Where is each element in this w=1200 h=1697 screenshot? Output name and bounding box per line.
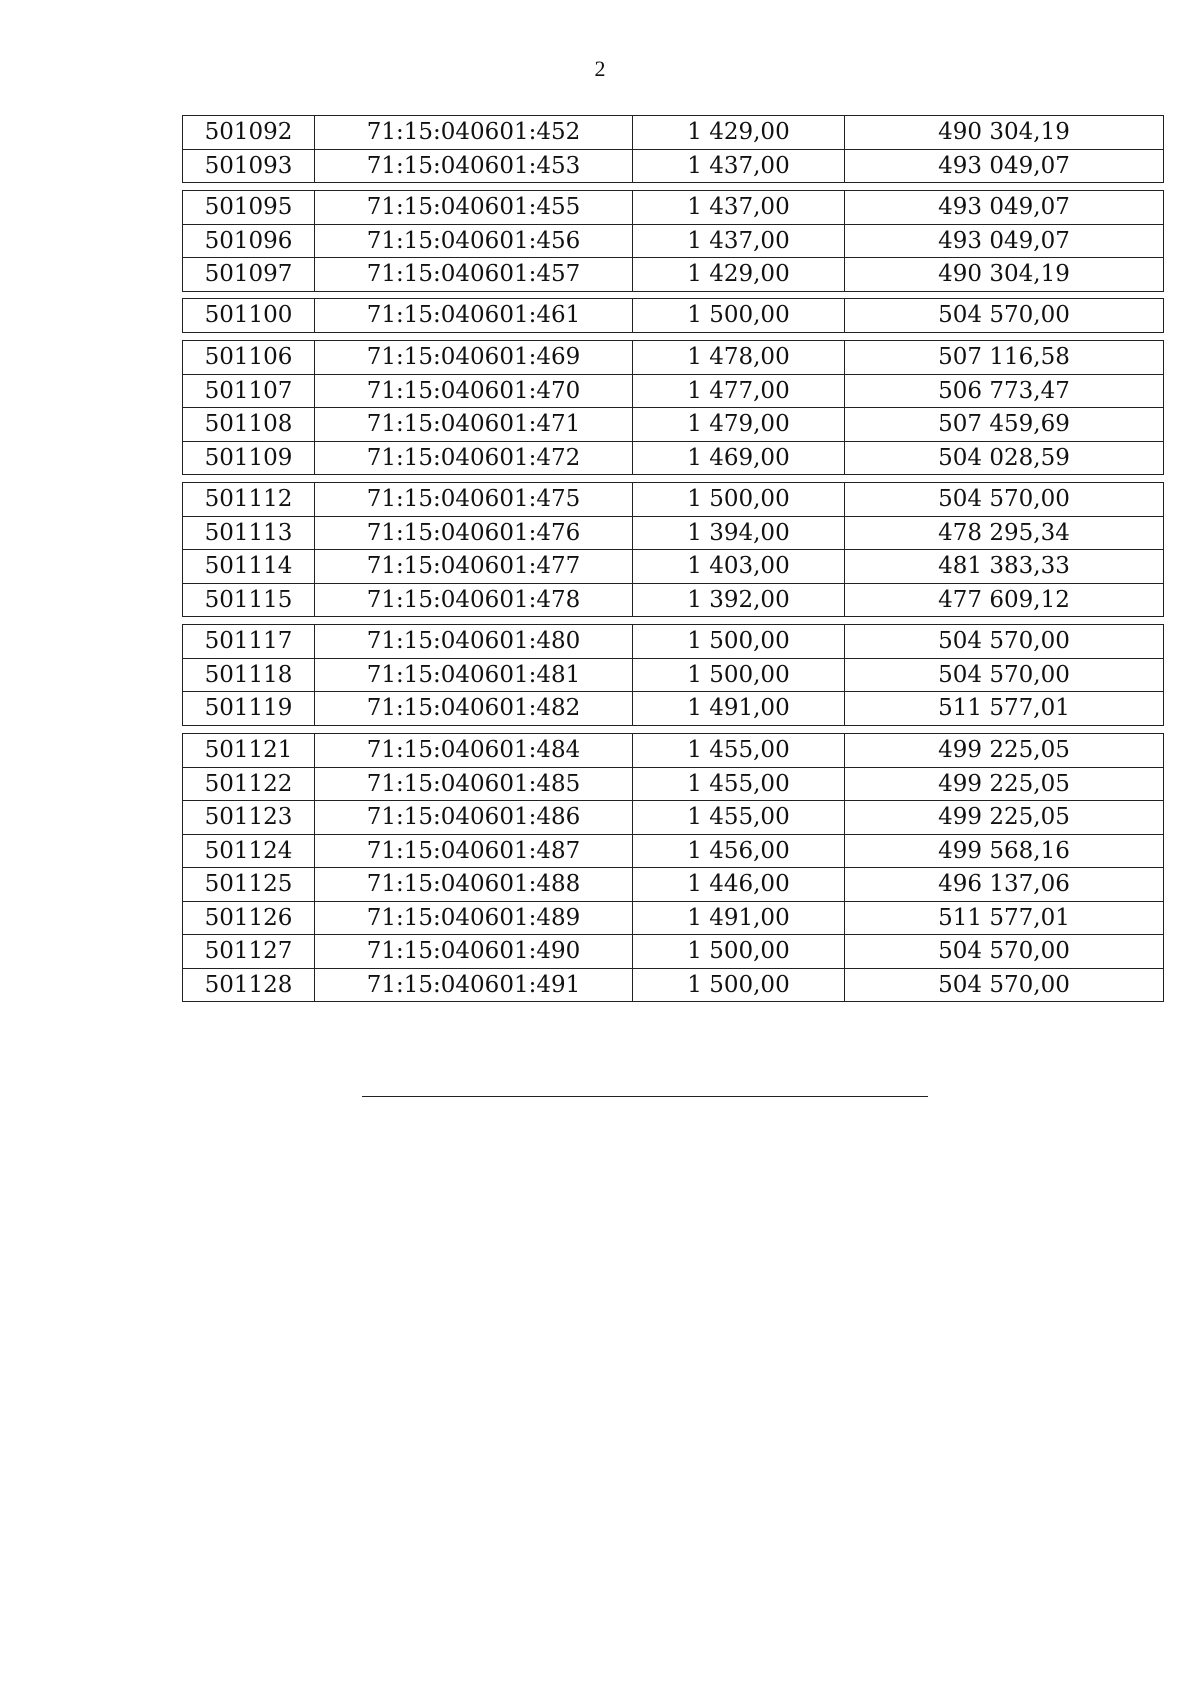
value-cell: 504 570,00: [845, 658, 1164, 692]
plot-number-cell: 501106: [183, 341, 315, 375]
cadastral-number-cell: 71:15:040601:453: [315, 149, 633, 183]
plot-number-cell: 501093: [183, 149, 315, 183]
area-cell: 1 500,00: [633, 968, 845, 1002]
area-cell: 1 392,00: [633, 583, 845, 617]
table-row: [183, 868, 1164, 902]
cadastral-number-cell: 71:15:040601:452: [315, 116, 633, 150]
value-cell: 493 049,07: [845, 224, 1164, 258]
plot-number-cell: 501096: [183, 224, 315, 258]
cadastral-number-cell: 71:15:040601:491: [315, 968, 633, 1002]
area-cell: 1 500,00: [633, 658, 845, 692]
table-row: [183, 734, 1164, 768]
area-cell: 1 429,00: [633, 258, 845, 292]
table-row: [183, 901, 1164, 935]
plot-number-cell: 501112: [183, 483, 315, 517]
plot-number-cell: 501107: [183, 374, 315, 408]
value-cell: 481 383,33: [845, 550, 1164, 584]
area-cell: 1 403,00: [633, 550, 845, 584]
value-cell: 496 137,06: [845, 868, 1164, 902]
table-row: [183, 374, 1164, 408]
value-cell: 504 570,00: [845, 968, 1164, 1002]
table-row: [183, 658, 1164, 692]
value-cell: 504 570,00: [845, 625, 1164, 659]
cadastral-number-cell: 71:15:040601:488: [315, 868, 633, 902]
value-cell: 507 459,69: [845, 408, 1164, 442]
plot-number-cell: 501108: [183, 408, 315, 442]
table-row: [183, 801, 1164, 835]
area-cell: 1 479,00: [633, 408, 845, 442]
area-cell: 1 429,00: [633, 116, 845, 150]
table-row: [183, 224, 1164, 258]
table-row: [183, 258, 1164, 292]
area-cell: 1 446,00: [633, 868, 845, 902]
area-cell: 1 500,00: [633, 483, 845, 517]
cadastral-number-cell: 71:15:040601:485: [315, 767, 633, 801]
table-row-group: [182, 340, 1164, 475]
table-row: [183, 516, 1164, 550]
value-cell: 511 577,01: [845, 901, 1164, 935]
plot-number-cell: 501126: [183, 901, 315, 935]
cadastral-number-cell: 71:15:040601:469: [315, 341, 633, 375]
area-cell: 1 491,00: [633, 901, 845, 935]
plot-number-cell: 501123: [183, 801, 315, 835]
plot-number-cell: 501113: [183, 516, 315, 550]
cadastral-number-cell: 71:15:040601:455: [315, 191, 633, 225]
cadastral-number-cell: 71:15:040601:482: [315, 692, 633, 726]
end-of-document-rule: [362, 1096, 928, 1097]
cadastral-number-cell: 71:15:040601:486: [315, 801, 633, 835]
cadastral-number-cell: 71:15:040601:456: [315, 224, 633, 258]
table-row-group: [182, 482, 1164, 617]
area-cell: 1 456,00: [633, 834, 845, 868]
cadastral-number-cell: 71:15:040601:476: [315, 516, 633, 550]
cadastral-number-cell: 71:15:040601:478: [315, 583, 633, 617]
plot-number-cell: 501127: [183, 935, 315, 969]
table-row: [183, 408, 1164, 442]
table-row: [183, 935, 1164, 969]
table-row: [183, 191, 1164, 225]
area-cell: 1 500,00: [633, 625, 845, 659]
cadastral-number-cell: 71:15:040601:487: [315, 834, 633, 868]
table-row: [183, 299, 1164, 333]
table-row: [183, 550, 1164, 584]
cadastral-number-cell: 71:15:040601:475: [315, 483, 633, 517]
table-row: [183, 483, 1164, 517]
area-cell: 1 478,00: [633, 341, 845, 375]
cadastral-number-cell: 71:15:040601:484: [315, 734, 633, 768]
plot-number-cell: 501109: [183, 441, 315, 475]
value-cell: 504 570,00: [845, 299, 1164, 333]
value-cell: 490 304,19: [845, 116, 1164, 150]
value-cell: 477 609,12: [845, 583, 1164, 617]
plot-number-cell: 501117: [183, 625, 315, 659]
value-cell: 493 049,07: [845, 191, 1164, 225]
value-cell: 499 568,16: [845, 834, 1164, 868]
plot-number-cell: 501097: [183, 258, 315, 292]
page-number: 2: [594, 56, 606, 81]
area-cell: 1 477,00: [633, 374, 845, 408]
plot-number-cell: 501119: [183, 692, 315, 726]
area-cell: 1 469,00: [633, 441, 845, 475]
plot-number-cell: 501114: [183, 550, 315, 584]
cadastral-number-cell: 71:15:040601:490: [315, 935, 633, 969]
cadastral-number-cell: 71:15:040601:471: [315, 408, 633, 442]
value-cell: 499 225,05: [845, 734, 1164, 768]
table-row: [183, 441, 1164, 475]
value-cell: 507 116,58: [845, 341, 1164, 375]
table-row: [183, 116, 1164, 150]
table-row-group: [182, 190, 1164, 292]
cadastral-number-cell: 71:15:040601:472: [315, 441, 633, 475]
value-cell: 511 577,01: [845, 692, 1164, 726]
plot-number-cell: 501121: [183, 734, 315, 768]
value-cell: 504 570,00: [845, 483, 1164, 517]
value-cell: 504 570,00: [845, 935, 1164, 969]
table-row: [183, 583, 1164, 617]
table-row-group: [182, 624, 1164, 726]
cadastral-number-cell: 71:15:040601:461: [315, 299, 633, 333]
table-row: [183, 767, 1164, 801]
area-cell: 1 491,00: [633, 692, 845, 726]
value-cell: 493 049,07: [845, 149, 1164, 183]
value-cell: 499 225,05: [845, 801, 1164, 835]
plot-number-cell: 501095: [183, 191, 315, 225]
plot-number-cell: 501122: [183, 767, 315, 801]
area-cell: 1 500,00: [633, 935, 845, 969]
table-row: [183, 834, 1164, 868]
value-cell: 506 773,47: [845, 374, 1164, 408]
table-row: [183, 692, 1164, 726]
plot-number-cell: 501100: [183, 299, 315, 333]
plot-number-cell: 501092: [183, 116, 315, 150]
value-cell: 490 304,19: [845, 258, 1164, 292]
area-cell: 1 455,00: [633, 734, 845, 768]
area-cell: 1 455,00: [633, 801, 845, 835]
plot-number-cell: 501128: [183, 968, 315, 1002]
area-cell: 1 437,00: [633, 149, 845, 183]
table-row: [183, 149, 1164, 183]
area-cell: 1 437,00: [633, 191, 845, 225]
table-row: [183, 625, 1164, 659]
plot-number-cell: 501115: [183, 583, 315, 617]
plot-number-cell: 501118: [183, 658, 315, 692]
value-cell: 499 225,05: [845, 767, 1164, 801]
plot-number-cell: 501125: [183, 868, 315, 902]
table-row-group: [182, 298, 1164, 333]
cadastral-number-cell: 71:15:040601:480: [315, 625, 633, 659]
area-cell: 1 437,00: [633, 224, 845, 258]
cadastral-number-cell: 71:15:040601:489: [315, 901, 633, 935]
area-cell: 1 394,00: [633, 516, 845, 550]
area-cell: 1 455,00: [633, 767, 845, 801]
value-cell: 478 295,34: [845, 516, 1164, 550]
table-row-group: [182, 733, 1164, 1002]
table-row: [183, 968, 1164, 1002]
area-cell: 1 500,00: [633, 299, 845, 333]
cadastral-number-cell: 71:15:040601:481: [315, 658, 633, 692]
table-row: [183, 341, 1164, 375]
cadastral-number-cell: 71:15:040601:470: [315, 374, 633, 408]
cadastral-number-cell: 71:15:040601:457: [315, 258, 633, 292]
cadastral-number-cell: 71:15:040601:477: [315, 550, 633, 584]
table-row-group: [182, 115, 1164, 183]
plot-number-cell: 501124: [183, 834, 315, 868]
value-cell: 504 028,59: [845, 441, 1164, 475]
